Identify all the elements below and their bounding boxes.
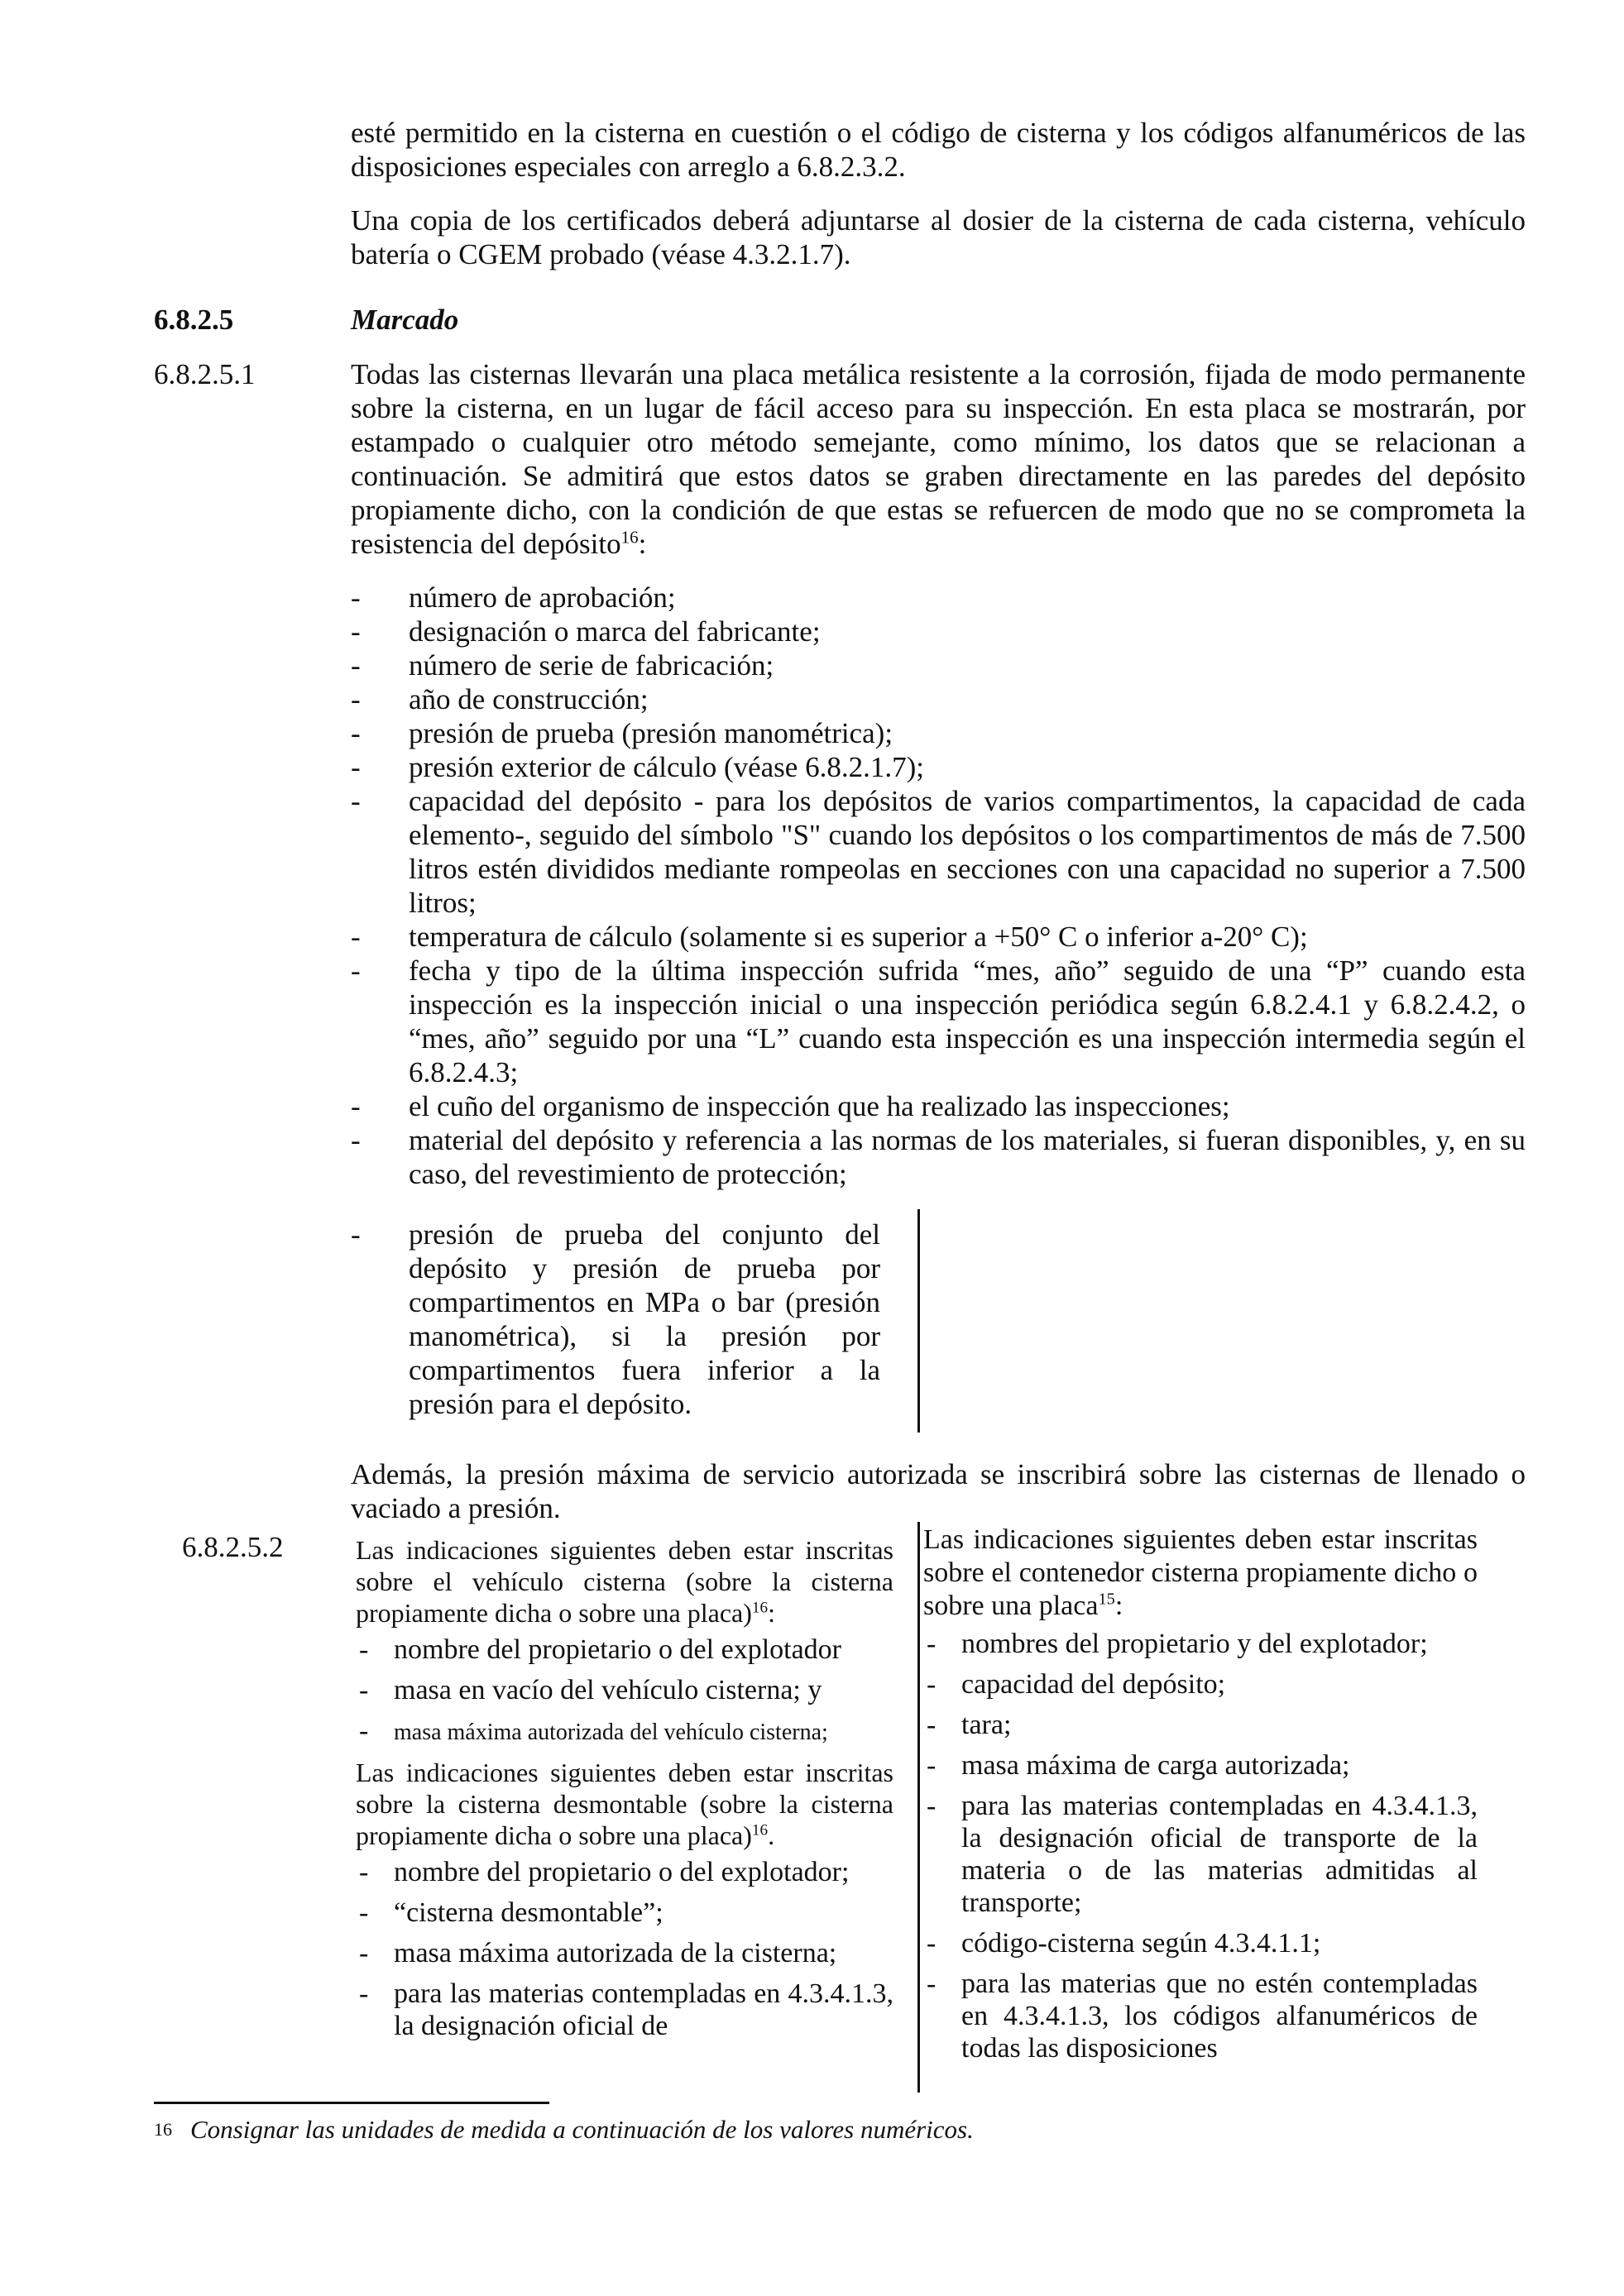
footnote [154,2114,974,2145]
list-item-text: nombre del propietario o del explotador [394,1634,841,1665]
dash-marker: - [351,649,361,682]
narrow-list [351,1217,880,1421]
list-item [351,784,1526,920]
dash-marker: - [351,1218,361,1251]
plate-data-list [351,581,1526,1191]
list-item-text: el cuño del organismo de inspección que ha realizado las inspecciones; [409,1090,1230,1122]
dash-marker: - [927,1750,937,1781]
left-column [356,1534,893,2050]
list-item-text: material del depósito y referencia a las normas de los materiales, si fueran disponibles, y, en su caso, del revestimiento de protección; [409,1124,1526,1190]
list-item [923,1709,1478,1741]
list-item-text: número de serie de fabricación; [409,649,774,682]
list-item [356,1897,893,1929]
dash-marker: - [359,1675,369,1705]
dash-marker: - [927,1928,937,1959]
right-intro-end: : [1114,1590,1123,1621]
list-item [356,1856,893,1888]
list-item-text: capacidad del depósito; [961,1669,1226,1700]
left-intro-1-text: Las indicaciones siguientes deben estar inscritas sobre el vehículo cisterna (sobre la cisterna propiamente dicha o sobre una placa) [356,1535,893,1628]
left-list-1 [356,1634,893,1748]
list-item [356,1634,893,1666]
list-item-text: masa máxima autorizada de la cisterna; [394,1938,837,1968]
list-item [923,1749,1478,1782]
dash-marker: - [351,785,361,817]
dash-marker: - [351,1090,361,1122]
right-intro-text: Las indicaciones siguientes deben estar inscritas sobre el contenedor cisterna propiamente dicho o sobre una placa [923,1524,1478,1621]
subsection-1-number: 6.8.2.5.1 [154,358,256,390]
dash-marker: - [359,1897,369,1928]
list-item [351,1123,1526,1191]
list-item-text: año de construcción; [409,683,649,715]
list-item-text: número de aprobación; [409,581,676,614]
list-item-text: para las materias contempladas en 4.3.4.1.3, la designación oficial de [394,1978,893,2041]
dash-marker: - [351,1124,361,1156]
list-item-text: masa máxima de carga autorizada; [961,1750,1350,1781]
column-divider [917,1209,920,1433]
list-item [351,1217,880,1421]
list-item-text: nombres del propietario y del explotador; [961,1629,1428,1659]
dash-marker: - [351,615,361,648]
list-item-text: temperatura de cálculo (solamente si es superior a +50° C o inferior a-20° C); [409,921,1308,953]
list-item [356,1674,893,1706]
intro-paragraph-1: esté permitido en la cisterna en cuestión o el código de cisterna y los códigos alfanuméricos de las disposiciones especiales con arreglo a 6.8.2.3.2. [351,117,1526,183]
list-item [923,1927,1478,1959]
right-intro [923,1523,1478,1623]
list-item [351,648,1526,682]
list-item-text: para las materias contempladas en 4.3.4.1.3, la designación oficial de transporte de la materia o de las materias admitidas al transporte; [961,1791,1478,1918]
dash-marker: - [927,1710,937,1740]
dash-marker: - [927,1669,937,1700]
list-item [351,615,1526,648]
dash-marker: - [351,717,361,749]
list-item [923,1628,1478,1660]
footnote-ref: 16 [751,1821,769,1839]
list-item-text: capacidad del depósito - para los depósitos de varios compartimentos, la capacidad de cada elemento-, seguido del símbolo "S" cuando los depósitos o los compartimentos de más de 7.500 litros estén divididos mediante rompeolas en secciones con una capacidad no superior a 7.500 litros; [409,785,1526,919]
list-item-text: presión de prueba (presión manométrica); [409,717,893,749]
list-item-text: nombre del propietario o del explotador; [394,1857,850,1887]
list-item-text: código-cisterna según 4.3.4.1.1; [961,1928,1321,1959]
right-column [923,1523,1478,2073]
dash-marker: - [359,1857,369,1887]
footnote-ref: 15 [1098,1590,1115,1609]
left-intro-2-text: Las indicaciones siguientes deben estar inscritas sobre la cisterna desmontable (sobre la cisterna propiamente dicha o sobre una placa) [356,1758,893,1850]
list-item [923,1968,1478,2064]
list-item-text: designación o marca del fabricante; [409,615,821,648]
dash-marker: - [359,1715,369,1746]
list-item [351,581,1526,615]
list-item [351,716,1526,750]
footnote-text: Consignar las unidades de medida a continuación de los valores numéricos. [190,2115,974,2144]
dash-marker: - [351,954,361,987]
list-item [351,1089,1526,1123]
dash-marker: - [927,1968,937,1999]
list-item-text: tara; [961,1710,1012,1740]
list-item [356,1978,893,2042]
dash-marker: - [351,751,361,783]
dash-marker: - [927,1629,937,1659]
list-item-text: “cisterna desmontable”; [394,1897,663,1928]
dash-marker: - [359,1978,369,2009]
section-number: 6.8.2.5 [154,304,234,336]
list-item [356,1715,893,1748]
list-item-text: masa máxima autorizada del vehículo cisterna; [394,1720,828,1745]
dash-marker: - [359,1634,369,1665]
list-item [356,1937,893,1969]
dash-marker: - [351,581,361,614]
left-intro-2-end: . [768,1820,775,1850]
list-item [923,1790,1478,1919]
left-list-2 [356,1856,893,2042]
subsection-1-colon: : [638,528,647,560]
list-item [351,750,1526,784]
footnote-mark: 16 [154,2119,172,2140]
list-item-text: para las materias que no estén contempladas en 4.3.4.1.3, los códigos alfanuméricos de todas las disposiciones [961,1968,1478,2064]
left-intro-1 [356,1534,893,1629]
list-item-text: masa en vacío del vehículo cisterna; y [394,1675,822,1705]
subsection-1-body: Todas las cisternas llevarán una placa metálica resistente a la corrosión, fijada de modo permanente sobre la cisterna, en un lugar de fácil acceso para su inspección. En esta placa se mostrarán, por estampado o cualquier otro método semejante, como mínimo, los datos que se relacionan a continuación. Se admitirá que estos datos se graben directamente en las paredes del depósito propiamente dicho, con la condición de que estas se refuercen de modo que no se comprometa la resistencia del depósito [351,358,1526,560]
left-intro-2 [356,1757,893,1851]
left-intro-1-end: : [768,1598,775,1628]
footnote-ref: 16 [620,527,639,548]
dash-marker: - [351,683,361,715]
list-item [351,682,1526,716]
intro-paragraph-2: Una copia de los certificados deberá adjuntarse al dosier de la cisterna de cada cisterna, vehículo batería o CGEM probado (véase 4.3.2.1.7). [351,204,1526,270]
dash-marker: - [351,921,361,953]
section-title: Marcado [351,304,459,336]
footnote-ref: 16 [751,1599,769,1617]
list-item [923,1668,1478,1700]
subsection-2-number: 6.8.2.5.2 [182,1531,284,1563]
column-divider [917,1522,920,2093]
closing-paragraph: Además, la presión máxima de servicio autorizada se inscribirá sobre las cisternas de llenado o vaciado a presión. [351,1458,1526,1524]
dash-marker: - [927,1791,937,1821]
list-item-text: fecha y tipo de la última inspección sufrida “mes, año” seguido de una “P” cuando esta inspección es la inspección inicial o una inspección periódica según 6.8.2.4.1 y 6.8.2.4.2, o “mes, año” seguido por una “L” cuando esta inspección es una inspección intermedia según el 6.8.2.4.3; [409,954,1526,1088]
list-item-text: presión de prueba del conjunto del depósito y presión de prueba por compartimentos en MPa o bar (presión manométrica), si la presión por compartimentos fuera inferior a la presión para el depósito. [409,1218,880,1420]
list-item [351,920,1526,954]
list-item [351,954,1526,1089]
subsection-1-text [351,357,1526,561]
list-item-text: presión exterior de cálculo (véase 6.8.2.1.7); [409,751,924,783]
dash-marker: - [359,1938,369,1968]
footnote-rule [154,2102,549,2104]
right-list [923,1628,1478,2064]
